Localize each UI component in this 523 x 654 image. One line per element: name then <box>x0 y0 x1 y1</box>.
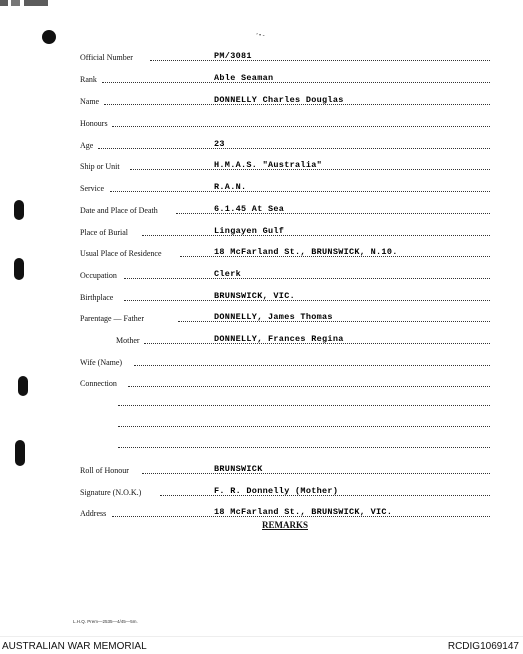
field-label: Mother <box>116 336 140 345</box>
field-service <box>80 180 490 194</box>
field-label: Occupation <box>80 271 117 280</box>
field-value: Clerk <box>214 269 242 279</box>
field-label: Place of Burial <box>80 228 128 237</box>
field-label: Age <box>80 141 94 150</box>
field-label: Parentage — Father <box>80 314 144 323</box>
dotted-line <box>112 126 490 127</box>
field-birthplace <box>80 289 490 303</box>
field-residence <box>80 245 490 259</box>
punch-hole-lower-middle <box>18 376 28 396</box>
field-occupation <box>80 267 490 281</box>
dotted-line <box>102 82 490 83</box>
field-value: F. R. Donnelly (Mother) <box>214 486 339 496</box>
field-official-number <box>80 49 490 63</box>
field-name <box>80 93 490 107</box>
punch-hole-top <box>42 30 56 44</box>
footer-institution: AUSTRALIAN WAR MEMORIAL <box>2 641 147 652</box>
field-label: Rank <box>80 75 97 84</box>
field-label: Wife (Name) <box>80 358 123 367</box>
punch-hole-middle <box>14 258 24 280</box>
footer-record-id: RCDIG1069147 <box>447 641 519 652</box>
archive-footer <box>0 636 523 654</box>
top-mark: ’ • - <box>256 33 265 39</box>
field-value: 18 McFarland St., BRUNSWICK, N.10. <box>214 247 398 257</box>
field-label: Service <box>80 184 104 193</box>
punch-hole-upper-middle <box>14 200 24 220</box>
field-label: Honours <box>80 119 108 128</box>
dotted-line <box>142 235 490 236</box>
field-value: DONNELLY, James Thomas <box>214 312 333 322</box>
field-value: Able Seaman <box>214 73 274 83</box>
field-mother <box>80 332 490 346</box>
field-value: 18 McFarland St., BRUNSWICK, VIC. <box>214 507 393 517</box>
scan-edge-mark <box>0 0 48 6</box>
field-value: Lingayen Gulf <box>214 226 285 236</box>
field-label: Name <box>80 97 100 106</box>
field-value: H.M.A.S. "Australia" <box>214 160 323 170</box>
field-value: 23 <box>214 139 225 149</box>
form-code: L.H.Q. Prem—2535—4/45—5m. <box>73 619 138 624</box>
connection-line-3 <box>118 426 490 427</box>
dotted-line <box>124 300 490 301</box>
field-value: PM/3081 <box>214 51 252 61</box>
field-roll-of-honour <box>80 462 490 476</box>
field-value: BRUNSWICK <box>214 464 263 474</box>
field-label: Roll of Honour <box>80 466 129 475</box>
dotted-line <box>110 191 490 192</box>
field-burial <box>80 224 490 238</box>
dotted-line <box>134 365 490 366</box>
dotted-line <box>98 148 490 149</box>
field-label: Ship or Unit <box>80 162 120 171</box>
connection-line-2 <box>118 405 490 406</box>
dotted-line <box>142 473 490 474</box>
remarks-heading: REMARKS <box>262 520 309 530</box>
dotted-line <box>128 386 490 387</box>
field-wife <box>80 354 490 368</box>
field-signature <box>80 484 490 498</box>
field-value: R.A.N. <box>214 182 247 192</box>
field-label: Connection <box>80 379 117 388</box>
field-label: Usual Place of Residence <box>80 249 162 258</box>
dotted-line <box>150 60 490 61</box>
field-rank <box>80 71 490 85</box>
field-honours <box>80 115 490 129</box>
dotted-line <box>124 278 490 279</box>
field-value: 6.1.45 At Sea <box>214 204 285 214</box>
field-address <box>80 505 490 519</box>
field-label: Signature (N.O.K.) <box>80 488 142 497</box>
punch-hole-bottom <box>15 440 25 466</box>
field-age <box>80 137 490 151</box>
field-label: Date and Place of Death <box>80 206 158 215</box>
connection-line-4 <box>118 447 490 448</box>
field-value: DONNELLY, Frances Regina <box>214 334 344 344</box>
field-value: DONNELLY Charles Douglas <box>214 95 344 105</box>
field-death <box>80 202 490 216</box>
field-label: Official Number <box>80 53 133 62</box>
field-ship-or-unit <box>80 158 490 172</box>
field-label: Birthplace <box>80 293 114 302</box>
field-label: Address <box>80 509 107 518</box>
field-value: BRUNSWICK, VIC. <box>214 291 296 301</box>
field-father <box>80 310 490 324</box>
field-connection <box>80 375 490 389</box>
